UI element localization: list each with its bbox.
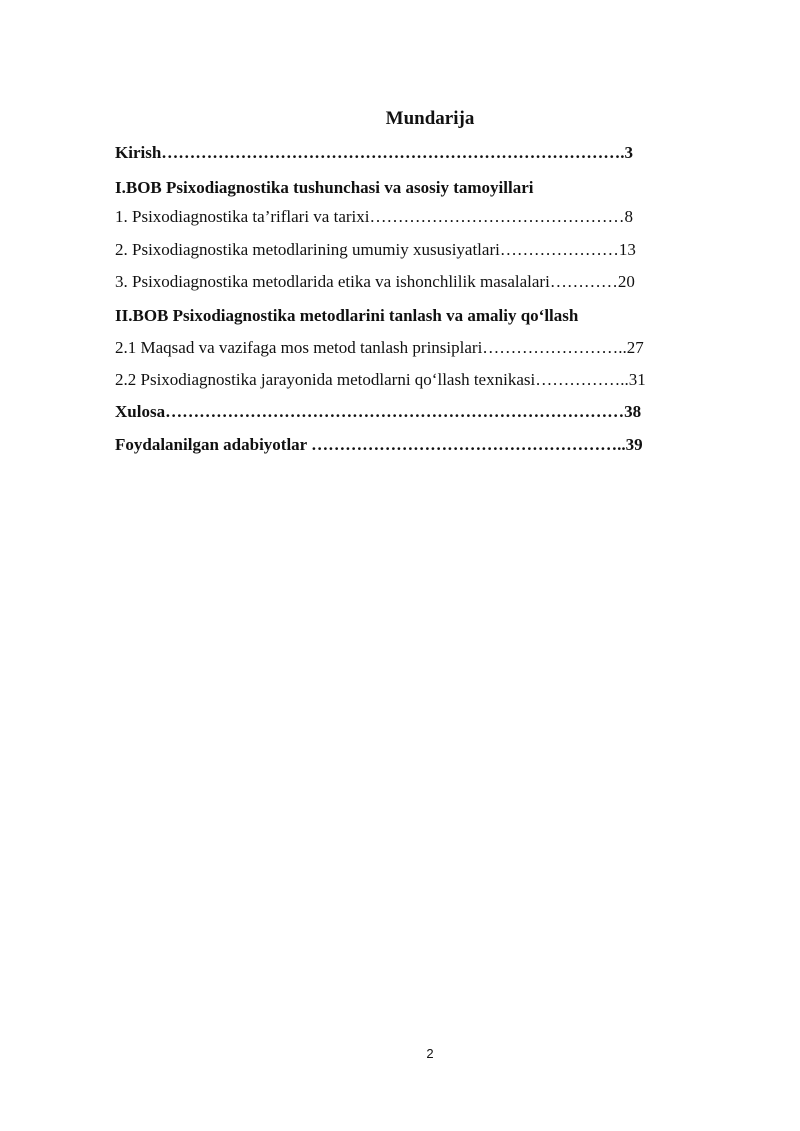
- toc-entry-2-2: 2.2 Psixodiagnostika jarayonida metodlarni qo‘llash texnikasi……………..31: [115, 370, 646, 389]
- toc-chapter-2-heading: II.BOB Psixodiagnostika metodlarini tanlash va amaliy qo‘llash: [115, 306, 579, 325]
- toc-entry-1-2: 2. Psixodiagnostika metodlarining umumiy xususiyatlari…………………13: [115, 240, 636, 259]
- toc-entry-kirish: Kirish……………………………………………………………………….3: [115, 143, 634, 162]
- toc-entry-1-3: 3. Psixodiagnostika metodlarida etika va ishonchlilik masalalari…………20: [115, 272, 635, 291]
- toc-entry-1-1: 1. Psixodiagnostika ta’riflari va tarixi………………………………………8: [115, 207, 633, 226]
- document-title: Mundarija: [385, 108, 475, 129]
- toc-chapter-1-heading: I.BOB Psixodiagnostika tushunchasi va asosiy tamoyillari: [115, 178, 534, 197]
- toc-entry-adabiyotlar: Foydalanilgan adabiyotlar ………………………………………………..39: [115, 435, 643, 454]
- toc-entry-xulosa: Xulosa………………………………………………………………………38: [115, 402, 642, 421]
- page-number: 2: [426, 1046, 434, 1061]
- toc-entry-2-1: 2.1 Maqsad va vazifaga mos metod tanlash prinsiplari……………………..27: [115, 338, 644, 357]
